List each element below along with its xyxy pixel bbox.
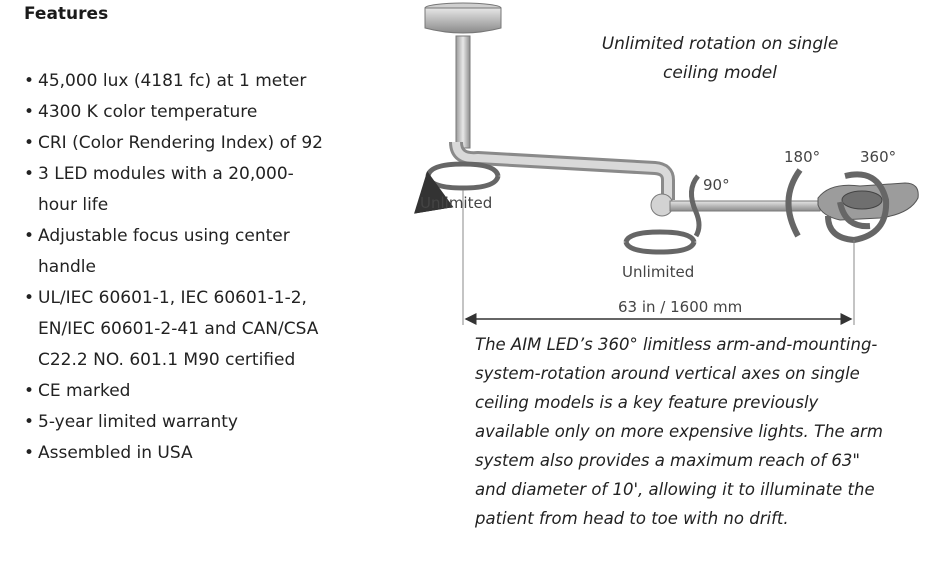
feature-item: • 3 LED modules with a 20,000-hour life xyxy=(24,159,324,221)
feature-item: • CRI (Color Rendering Index) of 92 xyxy=(24,128,324,159)
feature-item: • CE marked xyxy=(24,376,324,407)
arm-segment-1 xyxy=(456,142,668,200)
label-90: 90° xyxy=(703,176,730,194)
label-unlimited-bottom: Unlimited xyxy=(622,263,695,281)
feature-item: • Adjustable focus using center handle xyxy=(24,221,324,283)
label-360: 360° xyxy=(860,148,897,166)
features-list xyxy=(24,66,324,469)
light-arm-diagram xyxy=(400,0,940,330)
label-unlimited-left: Unlimited xyxy=(420,194,493,212)
light-head xyxy=(818,183,918,226)
ceiling-canopy xyxy=(425,3,501,33)
rotation-arrow-unlimited-left xyxy=(428,164,498,188)
ceiling-pole xyxy=(456,36,470,148)
caption-bottom: The AIM LED’s 360° limitless arm-and-mounting-system-rotation around vertical axes on single ceiling models is a key feature previously available only on more expensive lights. The arm system also provides a maximum reach of 63" and diameter of 10', allowing it to illuminate the patient from head to toe with no drift. xyxy=(475,335,883,528)
caption-top: Unlimited rotation on single ceiling model xyxy=(601,34,839,83)
label-180: 180° xyxy=(784,148,821,166)
feature-item: • UL/IEC 60601-1, IEC 60601-1-2, EN/IEC 60601-2-41 and CAN/CSA C22.2 NO. 601.1 M90 certified xyxy=(24,283,324,376)
feature-item: • 5-year limited warranty xyxy=(24,407,324,438)
feature-item: • Assembled in USA xyxy=(24,438,324,469)
features-heading: Features xyxy=(24,4,109,24)
feature-item: • 45,000 lux (4181 fc) at 1 meter xyxy=(24,66,324,97)
feature-item: • 4300 K color temperature xyxy=(24,97,324,128)
rotation-arrow-unlimited-bottom xyxy=(626,232,694,252)
dimension-label: 63 in / 1600 mm xyxy=(618,298,743,316)
